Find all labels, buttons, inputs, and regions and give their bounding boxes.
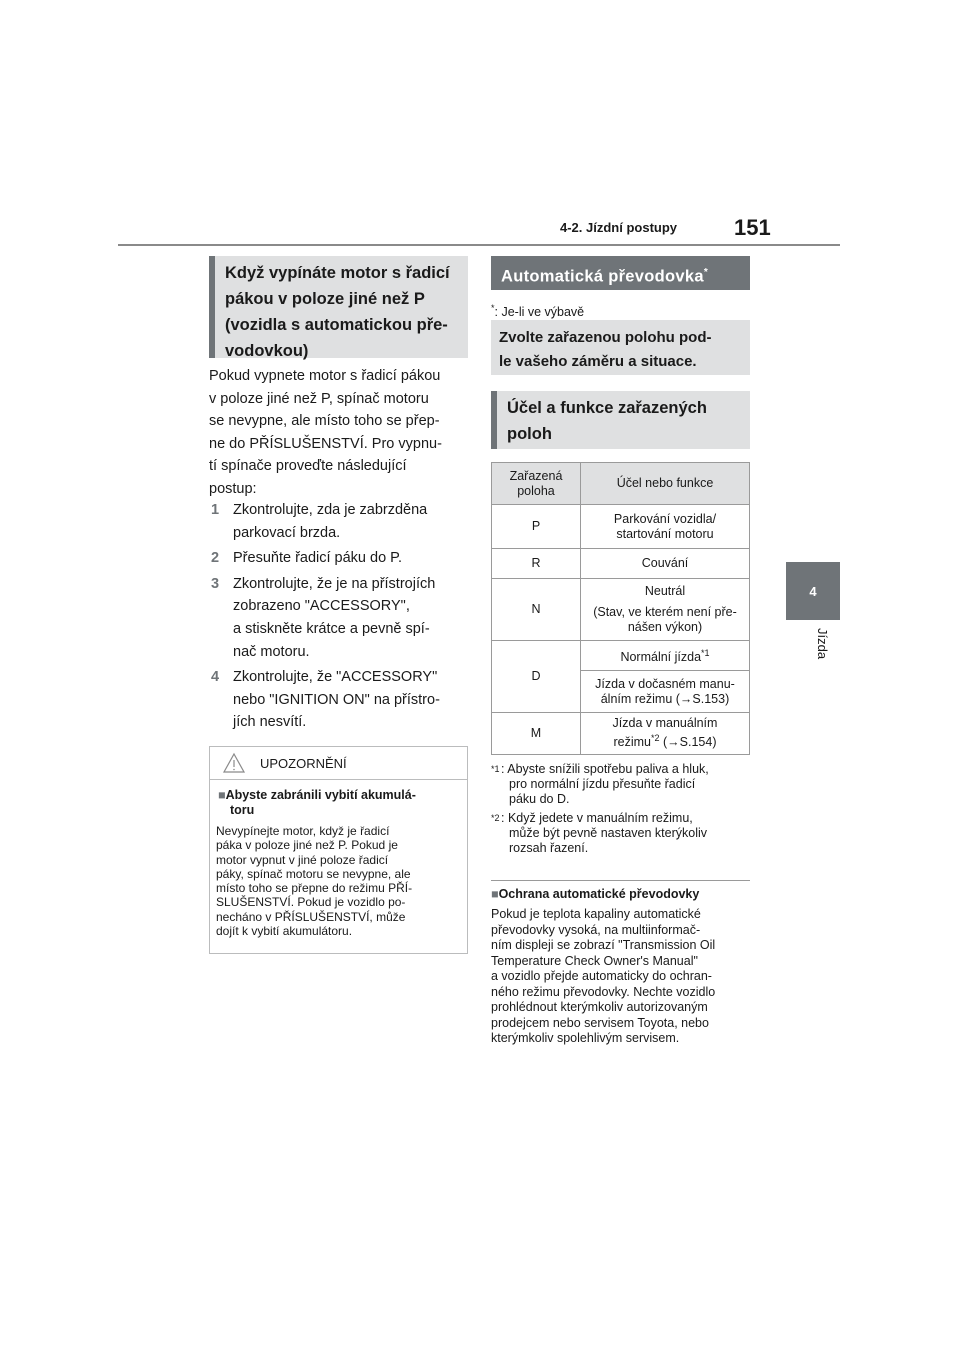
right-heading xyxy=(491,256,750,290)
step-line: Zkontrolujte, že je na přístrojích xyxy=(233,575,436,592)
heading-line: Když vypínáte motor s řadicí xyxy=(225,264,450,282)
chapter-tab[interactable] xyxy=(786,562,840,620)
footnote-item xyxy=(491,762,753,807)
text-line: dojít k vybití akumulátoru. xyxy=(216,924,353,939)
table-footnotes xyxy=(491,762,753,856)
section-header: 4-2. Jízdní postupy xyxy=(560,220,678,235)
position-cell: R xyxy=(492,549,581,579)
step-line: Přesuňte řadicí páku do P. xyxy=(233,550,403,567)
text-line: se nevypne, ale místo toho se přep- xyxy=(209,413,440,430)
warning-title: UPOZORNĚNÍ xyxy=(260,755,347,771)
cell-line: nášen výkon) xyxy=(627,620,703,634)
bullet-square-icon: ■ xyxy=(218,788,226,802)
cell-line: álním režimu (→S.153) xyxy=(600,691,730,706)
table-row xyxy=(492,505,750,549)
table-row xyxy=(492,579,750,641)
position-cell: D xyxy=(492,641,581,713)
column-header: Zařazená poloha xyxy=(492,463,581,505)
text-line: ného režimu převodovky. Nechte vozidlo xyxy=(491,984,716,999)
header-rule xyxy=(118,244,840,246)
footnote-mark: * xyxy=(491,303,495,313)
page-number: 151 xyxy=(734,215,771,240)
text-line: místo toho se přepne do režimu PŘÍ- xyxy=(216,881,413,896)
heading-line: (vozidla s automatickou pře- xyxy=(225,316,448,334)
cell-line: (Stav, ve kterém není pře- xyxy=(593,605,737,619)
position-cell: M xyxy=(492,713,581,755)
cell-line: Neutrál xyxy=(644,584,686,598)
subtitle-line: Abyste zabránili vybití akumulá- xyxy=(225,788,416,802)
summary-box xyxy=(491,320,750,375)
cell-line: startování motoru xyxy=(616,526,714,541)
footnote-mark: *1 xyxy=(701,647,710,658)
function-cell xyxy=(581,579,750,641)
gear-positions-table xyxy=(491,462,750,755)
steps-list xyxy=(211,499,473,734)
function-cell xyxy=(581,671,750,713)
text-line: tí spínače proveďte následující xyxy=(209,458,407,475)
subtitle-line: toru xyxy=(230,803,255,817)
step-line: parkovací brzda. xyxy=(233,524,341,541)
function-cell xyxy=(581,505,750,549)
left-heading xyxy=(209,256,468,358)
cell-line: Jízda v manuálním xyxy=(612,716,718,731)
cell-text: režimu xyxy=(613,735,652,750)
text-line: SLUŠENSTVÍ. Pokud je vozidlo po- xyxy=(216,895,406,910)
text-line: převodovky vysoká, na multiinformač- xyxy=(491,922,701,937)
step-line: Zkontrolujte, zda je zabrzděna xyxy=(233,502,428,518)
function-cell: Couvání xyxy=(581,549,750,579)
warning-box xyxy=(209,746,468,954)
chapter-label: Jízda xyxy=(815,628,830,660)
summary-line: le vašeho záměru a situace. xyxy=(499,353,697,370)
text-line: a vozidlo přejde automaticky do ochran- xyxy=(491,969,712,983)
text-line: páku do D. xyxy=(509,792,570,806)
heading-line: poloh xyxy=(507,425,552,443)
table-row xyxy=(492,549,750,579)
text-line: páky, spínač motoru se nevypne, ale xyxy=(216,866,411,881)
subhead-text: Ochrana automatické převodovky xyxy=(498,887,700,901)
text-line: postup: xyxy=(209,480,257,497)
text-line: Pokud je teplota kapaliny automatické xyxy=(491,907,701,921)
sub-heading xyxy=(491,391,750,449)
warning-subtitle xyxy=(210,780,467,818)
position-cell: N xyxy=(492,579,581,641)
bullet-square-icon: ■ xyxy=(491,887,499,901)
step-number: 4 xyxy=(211,669,220,686)
step-line: nač motoru. xyxy=(233,643,310,660)
warning-header xyxy=(210,747,467,780)
footnote-item xyxy=(491,811,753,856)
text-line: prodejcem nebo servisem Toyota, nebo xyxy=(491,1015,709,1030)
cell-text: (→S.154) xyxy=(659,735,717,750)
text-line: kterýmkoliv spolehlivým servisem. xyxy=(491,1031,680,1045)
text-line: páka v poloze jiné než P. Pokud je xyxy=(216,838,398,853)
text-line: ne do PŘÍSLUŠENSTVÍ. Pro vypnu- xyxy=(209,435,442,452)
table-row xyxy=(492,641,750,671)
step-number: 3 xyxy=(211,575,220,592)
table-row xyxy=(492,713,750,755)
text-line: : Když jedete v manuálním režimu, xyxy=(501,811,693,825)
heading-line: pákou v poloze jiné než P xyxy=(225,290,425,308)
heading-line: vodovkou) xyxy=(225,342,309,360)
text-line: Nevypínejte motor, když je řadicí xyxy=(216,824,390,838)
step-line: Zkontrolujte, že "ACCESSORY" xyxy=(233,669,438,686)
function-cell xyxy=(581,713,750,755)
step-item xyxy=(211,573,473,663)
warning-body xyxy=(210,818,467,938)
chapter-number: 4 xyxy=(809,583,817,599)
footnote-mark: *2 xyxy=(651,733,660,744)
text-line: pro normální jízdu přesuňte řadicí xyxy=(509,777,696,791)
heading-line: Účel a funkce zařazených xyxy=(507,399,707,417)
step-line: nebo "IGNITION ON" na přístro- xyxy=(233,691,440,708)
step-item xyxy=(211,499,473,544)
warning-triangle-icon xyxy=(222,752,246,774)
footnote-mark: *2 xyxy=(491,813,500,823)
step-number: 1 xyxy=(211,502,220,518)
footnote-text: : Je-li ve výbavě xyxy=(494,305,585,320)
cell-text: Normální jízda xyxy=(620,650,702,665)
text-line: motor vypnut v jiné poloze řadicí xyxy=(216,852,389,867)
protection-body xyxy=(491,907,753,1047)
cell-line: Jízda v dočasném manu- xyxy=(595,676,735,691)
position-cell: P xyxy=(492,505,581,549)
step-number: 2 xyxy=(211,550,220,567)
text-line: rozsah řazení. xyxy=(509,841,589,855)
text-line: ním displeji se zobrazí "Transmission Oil xyxy=(491,938,716,952)
text-line: : Abyste snížili spotřebu paliva a hluk, xyxy=(501,762,709,776)
text-line: prohlédnout kterýmkoliv autorizovaným xyxy=(491,1000,708,1014)
text-line: může být pevně nastaven kterýkoliv xyxy=(509,826,708,840)
protection-title xyxy=(491,887,753,901)
step-line: zobrazeno "ACCESSORY", xyxy=(233,598,410,615)
step-item xyxy=(211,666,473,734)
text-line: Pokud vypnete motor s řadicí pákou xyxy=(209,368,441,384)
availability-footnote xyxy=(491,301,750,320)
heading-text: Automatická převodovka xyxy=(501,267,704,286)
step-line: a stiskněte krátce a pevně spí- xyxy=(233,620,430,637)
summary-line: Zvolte zařazenou polohu pod- xyxy=(499,329,712,346)
text-line: Temperature Check Owner's Manual" xyxy=(491,953,698,968)
divider xyxy=(491,880,750,881)
heading-mark: * xyxy=(703,267,709,278)
column-header: Účel nebo funkce xyxy=(581,463,750,505)
table-header-row xyxy=(492,463,750,505)
step-line: jích nesvítí. xyxy=(233,714,307,731)
step-item xyxy=(211,547,473,570)
intro-paragraph xyxy=(209,365,471,501)
text-line: v poloze jiné než P, spínač motoru xyxy=(209,390,429,407)
cell-line: Parkování vozidla/ xyxy=(613,511,717,526)
text-line: necháno v PŘÍSLUŠENSTVÍ, může xyxy=(216,909,406,924)
function-cell xyxy=(581,641,750,671)
footnote-mark: *1 xyxy=(491,764,500,774)
